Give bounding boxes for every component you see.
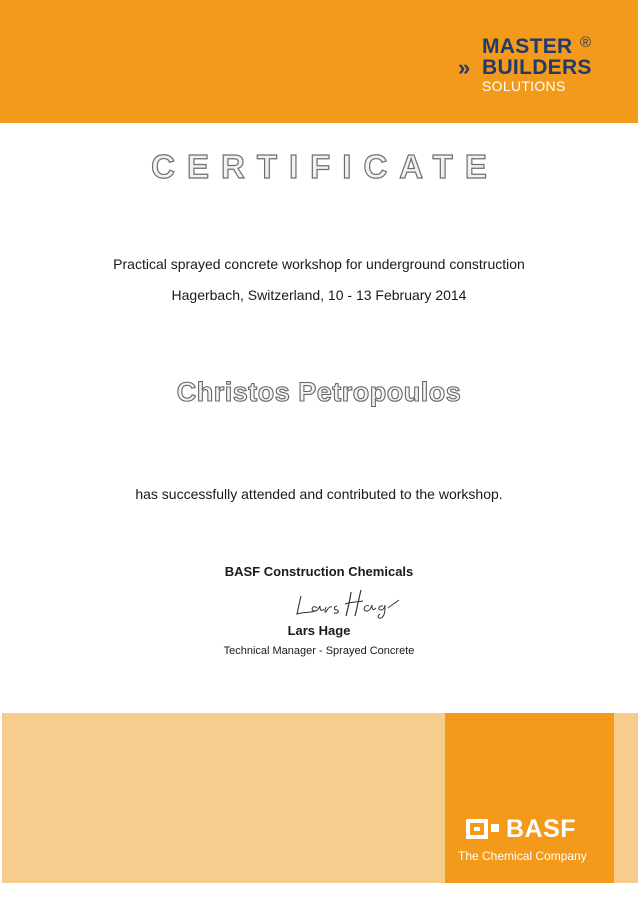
recipient-name: Christos Petropoulos [176, 377, 462, 407]
basf-wordmark: BASF [506, 815, 577, 843]
logo-line-master: MASTER [482, 35, 573, 58]
signer-title: Technical Manager - Sprayed Concrete [223, 645, 415, 657]
basf-tagline: The Chemical Company [458, 849, 587, 863]
basf-dot-icon [491, 824, 499, 832]
handwritten-signature [293, 586, 403, 620]
basf-square-icon [466, 819, 488, 839]
attendance-statement: has successfully attended and contributed to the workshop. [135, 486, 503, 502]
organization-name: BASF Construction Chemicals [224, 564, 414, 579]
location-date: Hagerbach, Switzerland, 10 - 13 February 2014 [171, 287, 467, 303]
logo-line-builders: BUILDERS [482, 56, 592, 79]
master-builders-logo [458, 36, 608, 96]
registered-mark: ® [580, 34, 592, 51]
basf-logo [466, 817, 606, 845]
logo-line-solutions: SOLUTIONS [482, 78, 566, 94]
chevron-icon: » [458, 55, 468, 80]
header-banner [0, 0, 638, 123]
signer-name: Lars Hage [287, 623, 351, 638]
certificate-title: CERTIFICATE [151, 148, 499, 185]
course-name: Practical sprayed concrete workshop for underground construction [113, 256, 525, 272]
